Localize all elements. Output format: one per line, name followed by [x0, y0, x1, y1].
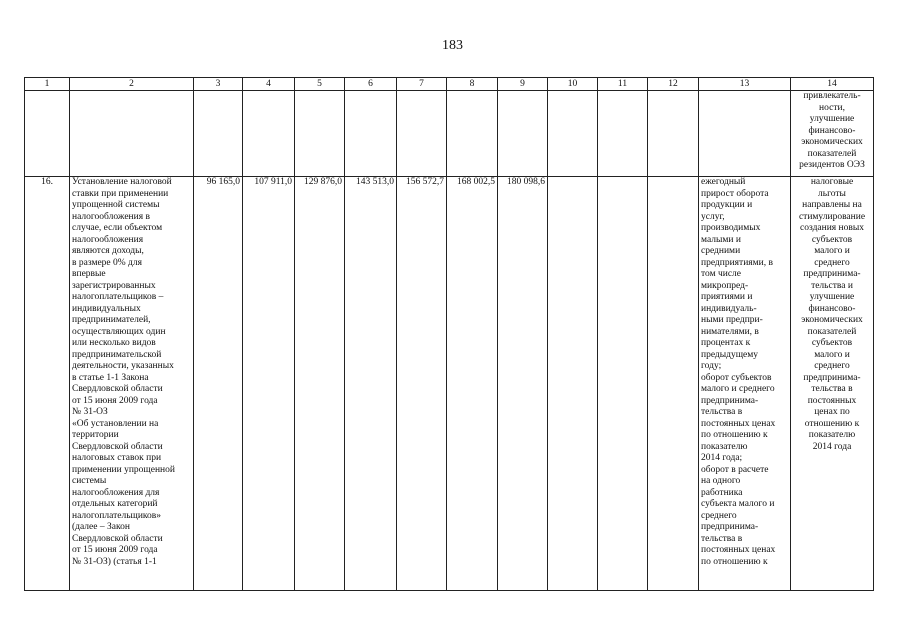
column-header: 11: [598, 78, 648, 91]
table-row: [25, 177, 874, 591]
table-cell: [25, 91, 70, 177]
column-header: 12: [648, 78, 699, 91]
column-header: 7: [397, 78, 447, 91]
column-header: 9: [498, 78, 548, 91]
indicator-cell: ежегодный прирост оборота продукции и услуг, производимых малыми и средними предприятиями, в том числе микропред- приятиями и индивидуаль- ными предпри- нимателями, в процентах к предыдущему году; оборот субъектов малого и среднего предпринима- тельства в постоянных ценах по отношению к показателю 2014 года; оборот в расчете на одного работника субъекта малого и среднего предпринима- тельства в постоянных ценах по отношению к: [699, 177, 791, 591]
column-header: 6: [345, 78, 397, 91]
table-cell: [548, 91, 598, 177]
table-cell: [345, 91, 397, 177]
description-cell: Установление налоговой ставки при применении упрощенной системы налогообложения в случае, если объектом налогообложения являются доходы, в размере 0% для впервые зарегистрированных налогоплательщиков – индивидуальных предпринимателей, осуществляющих один или несколько видов предпринимательской деятельности, указанных в статье 1-1 Закона Свердловской области от 15 июня 2009 года № 31-ОЗ «Об установлении на территории Свердловской области налоговых ставок при применении упрощенной системы налогообложения для отдельных категорий налогоплательщиков» (далее – Закон Свердловской области от 15 июня 2009 года № 31-ОЗ) (статья 1-1: [70, 177, 194, 591]
column-header: 5: [295, 78, 345, 91]
row-number-cell: 16.: [25, 177, 70, 591]
value-cell-col7: 156 572,7: [397, 177, 447, 591]
column-header: 8: [447, 78, 498, 91]
continuation-col14-cell: привлекатель- ности, улучшение финансово- экономических показателей резидентов ОЭЗ: [791, 91, 874, 177]
rationale-cell: налоговые льготы направлены на стимулирование создания новых субъектов малого и среднего предпринима- тельства и улучшение финансово- экономических показателей субъектов малого и среднего предпринима- тельства в постоянных ценах по отношению к показателю 2014 года: [791, 177, 874, 591]
table-cell: [295, 91, 345, 177]
continuation-row: [25, 91, 874, 177]
value-cell-col9: 180 098,6: [498, 177, 548, 591]
header-row: [25, 78, 874, 91]
table-cell: [397, 91, 447, 177]
column-header: 14: [791, 78, 874, 91]
table-cell: [70, 91, 194, 177]
table-cell: [598, 91, 648, 177]
table-cell: [699, 91, 791, 177]
table-cell: [243, 91, 295, 177]
table-cell: [498, 91, 548, 177]
column-header: 1: [25, 78, 70, 91]
column-header: 13: [699, 78, 791, 91]
value-cell-col4: 107 911,0: [243, 177, 295, 591]
table-cell: [648, 91, 699, 177]
value-cell-col5: 129 876,0: [295, 177, 345, 591]
data-table: [24, 77, 874, 591]
value-cell-col6: 143 513,0: [345, 177, 397, 591]
value-cell-col10: [548, 177, 598, 591]
column-header: 2: [70, 78, 194, 91]
column-header: 3: [194, 78, 243, 91]
page-number: 183: [442, 38, 463, 53]
table-cell: [447, 91, 498, 177]
column-header: 10: [548, 78, 598, 91]
value-cell-col11: [598, 177, 648, 591]
column-header: 4: [243, 78, 295, 91]
value-cell-col8: 168 002,5: [447, 177, 498, 591]
value-cell-col3: 96 165,0: [194, 177, 243, 591]
value-cell-col12: [648, 177, 699, 591]
table-cell: [194, 91, 243, 177]
